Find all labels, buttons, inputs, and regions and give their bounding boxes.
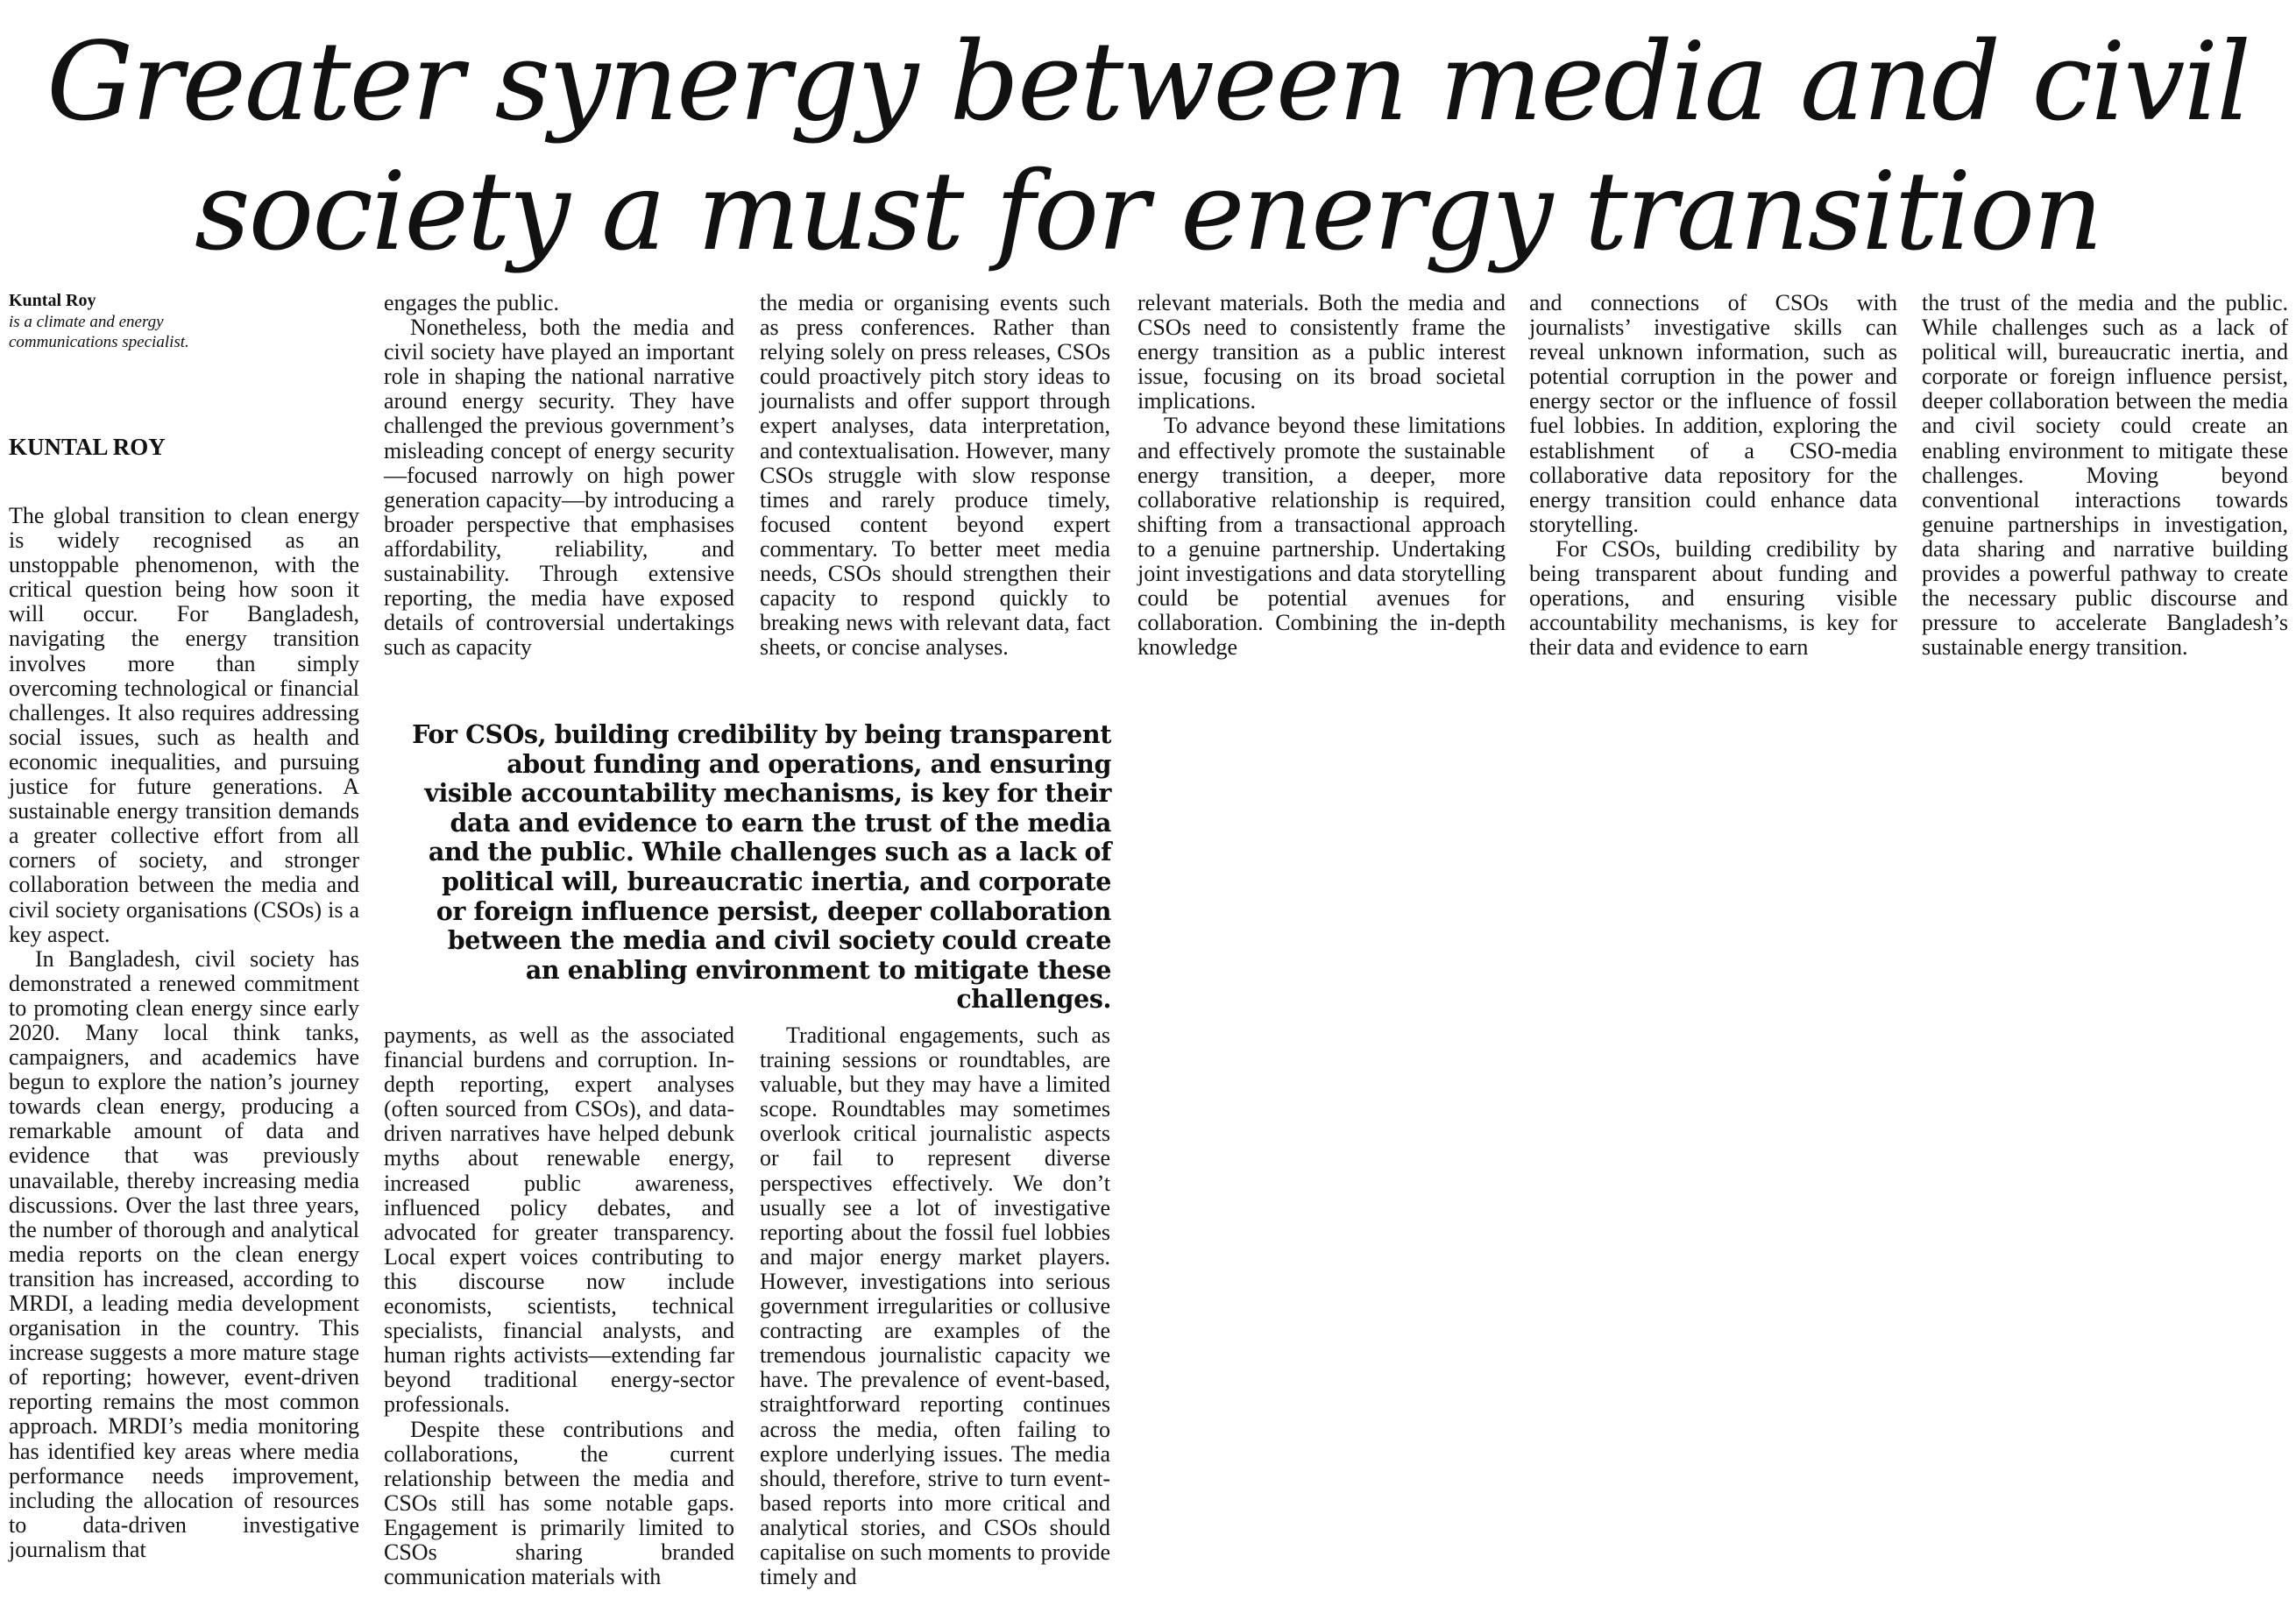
- paragraph: the trust of the media and the public. While challenges such as a lack of political will, bureaucratic inertia, and corporate or foreign influence persist, deeper collaboration between the media and civil society could create an enabling environment to mitigate these challenges. Moving beyond conventional interactions towards genuine partnerships in investigation, data sharing and narrative building provides a powerful pathway to create the necessary public discourse and pressure to accelerate Bangladesh’s sustainable energy transition.: [1922, 290, 2288, 661]
- paragraph: To advance beyond these limitations and effectively promote the sustainable energy transition, a deeper, more collaborative relationship is required, shifting from a transactional approach to a genuine partnership. Undertaking joint investigations and data storytelling could be potential avenues for collaboration. Combining the in-depth knowledge: [1137, 413, 1506, 661]
- paragraph: Nonetheless, both the media and civil society have played an important role in shaping the national narrative around energy security. They have challenged the previous government’s misleading concept of energy security—focused narrowly on high power generation capacity—by introducing a broader perspective that emphasises affordability, reliability, and sustainability. Through extensive reporting, the media have exposed details of controversial undertakings such as capacity: [384, 315, 734, 661]
- paragraph: Traditional engagements, such as training sessions or roundtables, are valuable, but they may have a limited scope. Roundtables may sometimes overlook critical journalistic aspects or fail to represent diverse perspectives effectively. We don’t usually see a lot of investigative reporting about the fossil fuel lobbies and major energy market players. However, investigations into serious government irregularities or collusive contracting are examples of the tremendous journalistic capacity we have. The prevalence of event-based, straightforward reporting continues across the media, often failing to explore underlying issues. The media should, therefore, strive to turn event-based reports into more critical and analytical stories, and CSOs should capitalise on such moments to provide timely and: [760, 1022, 1110, 1590]
- article-column-5: [1529, 291, 1897, 660]
- headline: Greater synergy between media and civil society a must for energy transition: [46, 19, 2250, 275]
- paragraph: engages the public.: [384, 290, 559, 315]
- article-column-3-top: [760, 291, 1110, 660]
- article-column-3-bottom: [760, 1023, 1110, 1589]
- article-column-6: [1922, 291, 2288, 660]
- article-column-1: [9, 504, 359, 1562]
- author-name: Kuntal Roy: [9, 291, 96, 310]
- paragraph: Despite these contributions and collaborations, the current relationship between the media and CSOs still has some notable gaps. Engagement is primarily limited to CSOs sharing branded communication materials with: [384, 1416, 734, 1590]
- byline: KUNTAL ROY: [9, 434, 166, 460]
- paragraph: For CSOs, building credibility by being transparent about funding and operations, and ensuring visible accountability mechanisms, is key for their data and evidence to earn: [1529, 535, 1897, 661]
- author-bio: is a climate and energy communications specialist.: [9, 313, 189, 351]
- paragraph: In Bangladesh, civil society has demonstrated a renewed commitment to promoting clean energy since early 2020. Many local think tanks, campaigners, and academics have begun to explore the nation’s journey towards clean energy, producing a remarkable amount of data and evidence that was previously unavailable, thereby increasing media discussions. Over the last three years, the number of thorough and analytical media reports on the clean energy transition has increased, according to MRDI, a leading media development organisation in the country. This increase suggests a more mature stage of reporting; however, event-driven reporting remains the most common approach. MRDI’s media monitoring has identified key areas where media performance needs improvement, including the allocation of resources to data-driven investigative journalism that: [9, 945, 359, 1562]
- paragraph: The global transition to clean energy is widely recognised as an unstoppable phenomenon, with the critical question being how soon it will occur. For Bangladesh, navigating the energy transition involves more than simply overcoming technological or financial challenges. It also requires addressing social issues, such as health and economic inequalities, and pursuing justice for future generations. A sustainable energy transition demands a greater collective effort from all corners of society, and stronger collaboration between the media and civil society organisations (CSOs) is a key aspect.: [9, 503, 359, 947]
- paragraph: relevant materials. Both the media and CSOs need to consistently frame the energy transition as a public interest issue, focusing on its broad societal implications.: [1137, 290, 1506, 414]
- paragraph: the media or organising events such as press conferences. Rather than relying solely on press releases, CSOs could proactively pitch story ideas to journalists and offer support through expert analyses, data interpretation, and contextualisation. However, many CSOs struggle with slow response times and rarely produce timely, focused content beyond expert commentary. To better meet media needs, CSOs should strengthen their capacity to respond quickly to breaking news with relevant data, fact sheets, or concise analyses.: [760, 290, 1110, 661]
- paragraph: payments, as well as the associated financial burdens and corruption. In-depth reporting, expert analyses (often sourced from CSOs), and data-driven narratives have helped debunk myths about renewable energy, increased public awareness, influenced policy debates, and advocated for greater transparency. Local expert voices contributing to this discourse now include economists, scientists, technical specialists, financial analysts, and human rights activists—extending far beyond traditional energy-sector professionals.: [384, 1022, 734, 1418]
- pull-quote: For CSOs, building credibility by being transparent about funding and operations, and ensuring visible accountability mechanisms, is key for their data and evidence to earn the trust of the media and the public. While challenges such as a lack of political will, bureaucratic inertia, and corporate or foreign influence persist, deeper collaboration between the media and civil society could create an enabling environment to mitigate these challenges.: [412, 719, 1111, 1015]
- paragraph: and connections of CSOs with journalists’ investigative skills can reveal unknown information, such as potential corruption in the power and energy sector or the influence of fossil fuel lobbies. In addition, exploring the establishment of a CSO-media collaborative data repository for the energy transition could enhance data storytelling.: [1529, 290, 1897, 537]
- article-column-4: [1137, 291, 1506, 660]
- article-column-2-bottom: [384, 1023, 734, 1589]
- article-column-2-top: [384, 291, 734, 660]
